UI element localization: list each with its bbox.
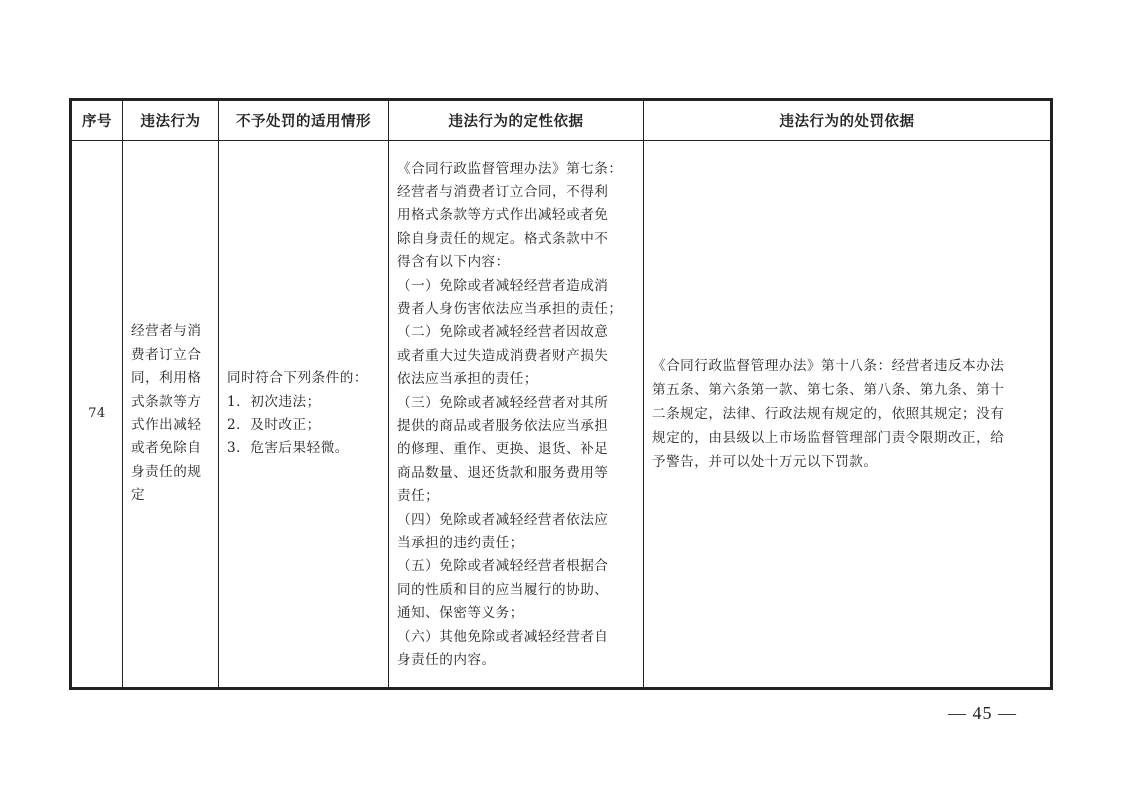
basis-text-line: 同的性质和目的应当履行的协助、 bbox=[397, 581, 609, 598]
row-exemption-cell bbox=[219, 141, 389, 688]
row-basis-text bbox=[389, 146, 643, 683]
penalty-text-line: 予警告，并可以处十万元以下罚款。 bbox=[652, 454, 878, 470]
row-violation-cell bbox=[123, 141, 219, 688]
header-violation: 违法行为 bbox=[123, 101, 219, 141]
row-exemption-text bbox=[219, 367, 388, 461]
basis-text-line: （六）其他免除或者减轻经营者自 bbox=[397, 628, 609, 645]
basis-text-line: 商品数量、退还货款和服务费用等 bbox=[397, 464, 609, 481]
table-header-row bbox=[72, 101, 1051, 141]
row-penalty-text bbox=[644, 354, 1050, 474]
basis-text-line: （一）免除或者减轻经营者造成消 bbox=[397, 277, 609, 294]
basis-text-line: 提供的商品或者服务依法应当承担 bbox=[397, 418, 609, 434]
basis-text-line: 除自身责任的规定。格式条款中不 bbox=[397, 230, 609, 247]
table-row bbox=[72, 141, 1051, 688]
basis-text-line: 身责任的内容。 bbox=[397, 652, 496, 669]
basis-text-line: 《合同行政监督管理办法》第七条： bbox=[397, 160, 623, 177]
penalty-text-line: 《合同行政监督管理办法》第十八条：经营者违反本办法 bbox=[652, 358, 1005, 374]
violation-text-line: 费者订立合 bbox=[131, 346, 202, 363]
penalty-text-line: 规定的，由县级以上市场监督管理部门责令限期改正，给 bbox=[652, 430, 1005, 446]
regulation-table bbox=[71, 100, 1051, 688]
regulation-table-frame bbox=[69, 98, 1053, 690]
exemption-text-line: 3．危害后果轻微。 bbox=[227, 440, 349, 457]
header-qualification-basis: 违法行为的定性依据 bbox=[389, 101, 644, 141]
violation-text-line: 定 bbox=[131, 487, 146, 504]
violation-text-line: 经营者与消 bbox=[131, 323, 202, 340]
basis-text-line: 通知、保密等义务； bbox=[397, 605, 524, 622]
violation-text-line: 式条款等方 bbox=[131, 393, 202, 410]
basis-text-line: （四）免除或者减轻经营者依法应 bbox=[397, 511, 609, 528]
basis-text-line: 或者重大过失造成消费者财产损失 bbox=[397, 347, 609, 364]
header-serial-number: 序号 bbox=[72, 101, 123, 141]
basis-text-line: 当承担的违约责任； bbox=[397, 535, 524, 552]
basis-text-line: 经营者与消费者订立合同，不得利 bbox=[397, 183, 609, 200]
row-basis-cell bbox=[389, 141, 644, 688]
basis-text-line: （五）免除或者减轻经营者根据合 bbox=[397, 558, 609, 575]
exemption-text-line: 同时符合下列条件的： bbox=[227, 370, 368, 387]
penalty-text-line: 第五条、第六条第一款、第七条、第八条、第九条、第十 bbox=[652, 382, 1005, 398]
basis-text-line: 得含有以下内容： bbox=[397, 254, 510, 271]
penalty-text-line: 二条规定，法律、行政法规有规定的，依照其规定；没有 bbox=[652, 406, 1005, 422]
row-serial-number: 74 bbox=[72, 141, 123, 688]
page-number: — 45 — bbox=[948, 703, 1017, 723]
exemption-text-line: 1．初次违法； bbox=[227, 393, 321, 410]
basis-text-line: 责任； bbox=[397, 488, 440, 505]
row-penalty-cell bbox=[644, 141, 1051, 688]
basis-text-line: 依法应当承担的责任； bbox=[397, 371, 538, 388]
exemption-text-line: 2．及时改正； bbox=[227, 417, 321, 433]
violation-text-line: 式作出减轻 bbox=[131, 417, 202, 433]
header-penalty-basis: 违法行为的处罚依据 bbox=[644, 101, 1051, 141]
basis-text-line: 用格式条款等方式作出减轻或者免 bbox=[397, 207, 609, 224]
violation-text-line: 或者免除自 bbox=[131, 440, 202, 457]
violation-text-line: 身责任的规 bbox=[131, 463, 202, 480]
violation-text-line: 同，利用格 bbox=[131, 370, 202, 387]
header-exemption-conditions: 不予处罚的适用情形 bbox=[219, 101, 389, 141]
row-violation-text bbox=[123, 320, 218, 507]
basis-text-line: 的修理、重作、更换、退货、补足 bbox=[397, 441, 609, 458]
basis-text-line: 费者人身伤害依法应当承担的责任； bbox=[397, 300, 623, 317]
basis-text-line: （二）免除或者减轻经营者因故意 bbox=[397, 324, 609, 341]
basis-text-line: （三）免除或者减轻经营者对其所 bbox=[397, 394, 609, 411]
